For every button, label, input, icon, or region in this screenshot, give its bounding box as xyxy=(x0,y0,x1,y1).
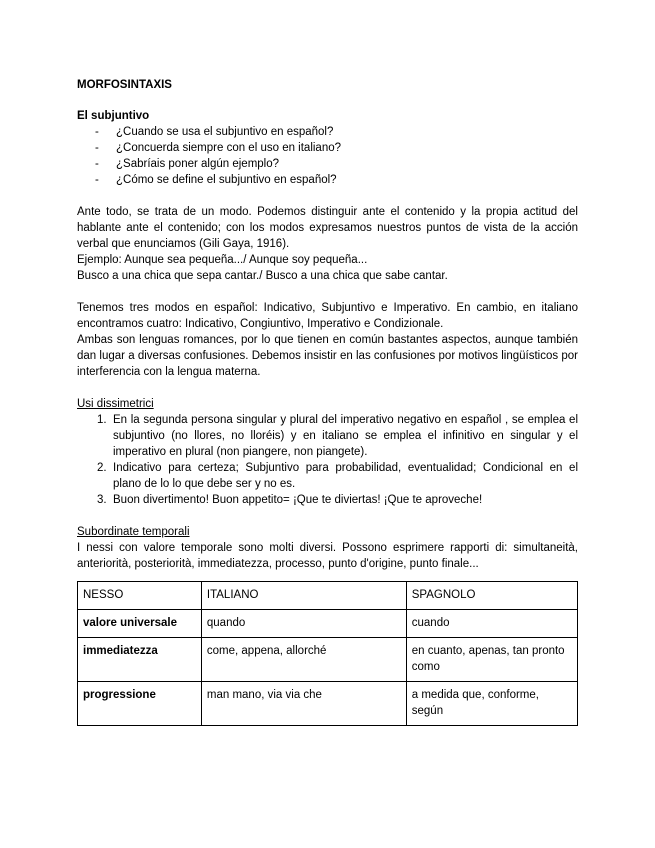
list-item-text: ¿Concuerda siempre con el uso en italiano? xyxy=(116,142,342,154)
table-header-cell: NESSO xyxy=(78,582,202,610)
table-cell-spagnolo: cuando xyxy=(406,610,577,638)
list-item-text: Buon divertimento! Buon appetito= ¡Que te diviertas! ¡Que te aproveche! xyxy=(113,494,483,506)
list-item-text: ¿Cuando se usa el subjuntivo en español? xyxy=(116,126,334,138)
list-item xyxy=(77,156,578,172)
list-item-text: ¿Sabríais poner algún ejemplo? xyxy=(116,158,280,170)
table-cell-nesso: valore universale xyxy=(78,610,202,638)
example-line: Busco a una chica que sepa cantar./ Busco a una chica que sabe cantar. xyxy=(77,270,448,282)
paragraph-text: Ambas son lenguas romances, por lo que tienen en común bastantes aspectos, aunque también dan lugar a diversas confusiones. Debemos insistir en las confusiones por motivos lingüísticos por interferencia con la lengua materna. xyxy=(77,334,578,378)
list-item-text: Indicativo para certeza; Subjuntivo para probabilidad, eventualidad; Condicional en el plano de lo lo que debe ser y no es. xyxy=(113,462,578,490)
table-row xyxy=(78,682,578,726)
table-cell-italiano: man mano, via via che xyxy=(201,682,406,726)
list-item-text: ¿Cómo se define el subjuntivo en español? xyxy=(116,174,337,186)
question-list xyxy=(77,124,578,188)
list-number: 2. xyxy=(97,462,107,474)
document-title: MORFOSINTAXIS xyxy=(77,79,172,91)
section-heading-usi: Usi dissimetrici xyxy=(77,398,154,410)
table-cell-italiano: come, appena, allorché xyxy=(201,638,406,682)
section-heading-subordinate: Subordinate temporali xyxy=(77,526,190,538)
list-item-text: En la segunda persona singular y plural del imperativo negativo en español , se emplea el subjuntivo (no llores, no lloréis) y en italiano se emplea el infinitivo en singular y el imperativo en plural (non piangere, non piangete). xyxy=(113,414,578,458)
table-row xyxy=(78,638,578,682)
table-cell-italiano: quando xyxy=(201,610,406,638)
list-item xyxy=(77,140,578,156)
list-item xyxy=(77,172,578,188)
paragraph-modos xyxy=(77,300,578,380)
table-cell-spagnolo: en cuanto, apenas, tan pronto como xyxy=(406,638,577,682)
section-heading-subjuntivo: El subjuntivo xyxy=(77,110,150,122)
table-cell-spagnolo: a medida que, conforme, según xyxy=(406,682,577,726)
dash-bullet: - xyxy=(95,174,99,186)
dash-bullet: - xyxy=(95,126,99,138)
paragraph-text: I nessi con valore temporale sono molti diversi. Possono esprimere rapporti di: simultaneità, anteriorità, posteriorità, immediatezza, processo, punto d'origine, punto finale... xyxy=(77,542,578,570)
table-header-cell: ITALIANO xyxy=(201,582,406,610)
list-number: 1. xyxy=(97,414,107,426)
paragraph-modo xyxy=(77,204,578,284)
usi-list xyxy=(77,412,578,508)
list-number: 3. xyxy=(97,494,107,506)
dash-bullet: - xyxy=(95,142,99,154)
document-page xyxy=(77,78,578,726)
list-item xyxy=(77,460,578,492)
example-line: Ejemplo: Aunque sea pequeña.../ Aunque soy pequeña... xyxy=(77,254,368,266)
list-item xyxy=(77,492,578,508)
dash-bullet: - xyxy=(95,158,99,170)
table-row xyxy=(78,610,578,638)
table-cell-nesso: progressione xyxy=(78,682,202,726)
paragraph-text: Tenemos tres modos en español: Indicativo, Subjuntivo e Imperativo. En cambio, en italiano encontramos cuatro: Indicativo, Congiuntivo, Imperativo e Condizionale. xyxy=(77,302,578,330)
list-item xyxy=(77,124,578,140)
paragraph-text: Ante todo, se trata de un modo. Podemos distinguir ante el contenido y la propia actitud del hablante ante el contenido; con los modos expresamos nuestros puntos de vista de la acción verbal que enunciamos (Gili Gaya, 1916). xyxy=(77,206,578,250)
table-cell-nesso: immediatezza xyxy=(78,638,202,682)
table-header-row xyxy=(78,582,578,610)
table-header-cell: SPAGNOLO xyxy=(406,582,577,610)
nessi-table xyxy=(77,581,578,726)
list-item xyxy=(77,412,578,460)
